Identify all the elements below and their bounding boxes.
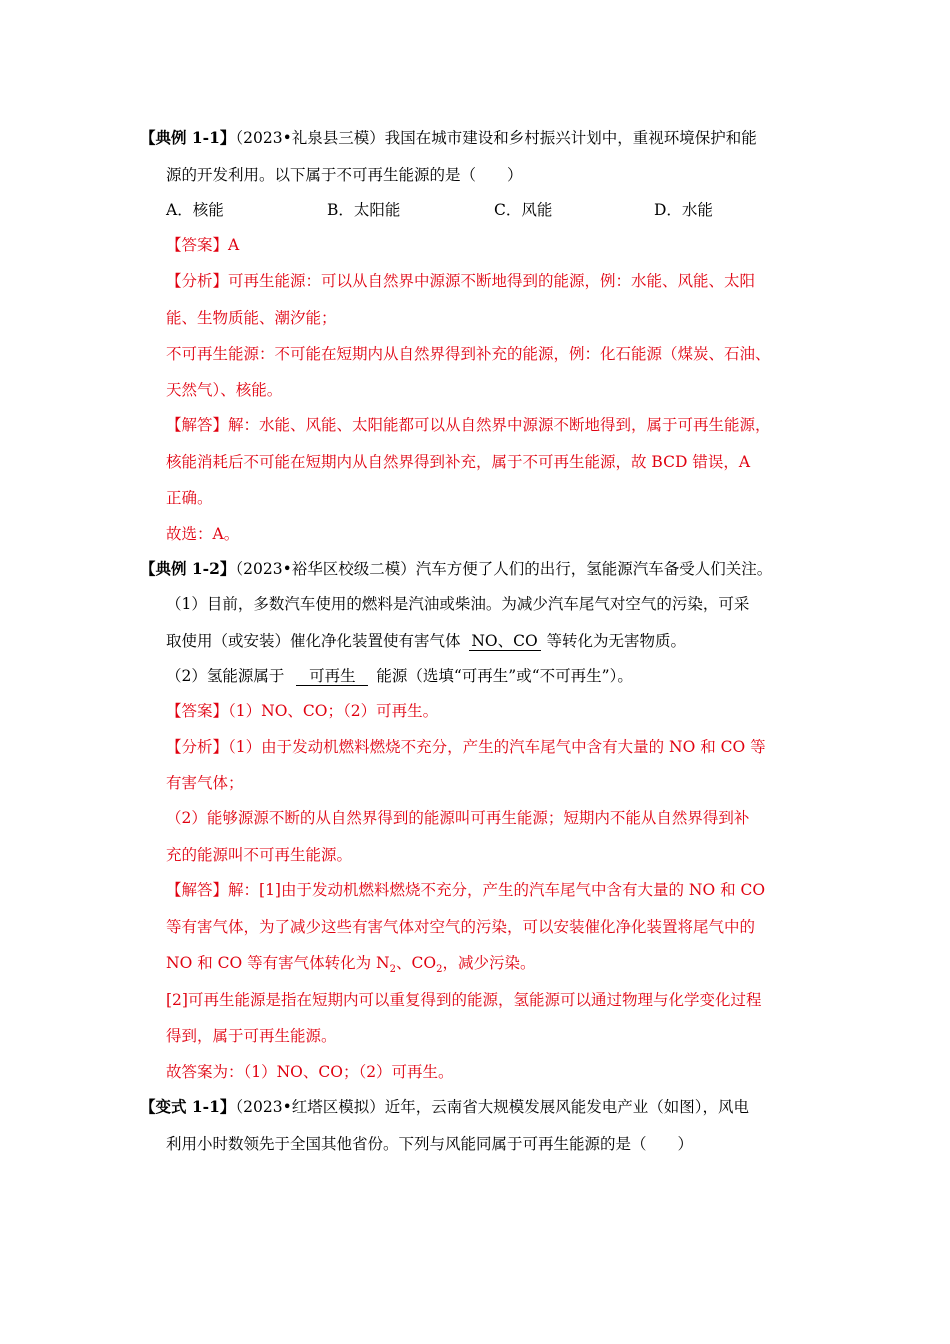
- example-1-1-stem-line2: 源的开发利用。以下属于不可再生能源的是（ ）: [166, 166, 523, 184]
- example-1-2-answer: 【答案】（1）NO、CO；（2）可再生。: [166, 702, 439, 720]
- answer-blank-1: NO、CO: [469, 632, 541, 651]
- example-1-1-analysis-line3: 不可再生能源：不可能在短期内从自然界得到补充的能源，例：化石能源（煤炭、石油、: [166, 345, 771, 363]
- example-1-2-stem: 【典例 1-2】（2023•裕华区校级二模）汽车方便了人们的出行，氢能源汽车备受人们关注。: [140, 559, 773, 578]
- example-1-2-solution-line1: 【解答】解：[1]由于发动机燃料燃烧不充分，产生的汽车尾气中含有大量的 NO 和 CO: [166, 881, 766, 899]
- example-1-1-answer: 【答案】A: [166, 236, 240, 254]
- example-1-2-solution-line5: 得到，属于可再生能源。: [166, 1027, 337, 1045]
- example-1-2-analysis-line3: （2）能够源源不断的从自然界得到的能源叫可再生能源；短期内不能从自然界得到补: [166, 809, 750, 827]
- variant-1-1-tag: 【变式 1-1】: [140, 1097, 236, 1116]
- example-1-2-analysis-line1: 【分析】（1）由于发动机燃料燃烧不充分，产生的汽车尾气中含有大量的 NO 和 CO 等: [166, 738, 766, 756]
- example-1-2-solution-line3: NO 和 CO 等有害气体转化为 $N_2$、$CO_2$，减少污染。: [166, 954, 536, 976]
- example-1-2-solution-line2: 等有害气体，为了减少这些有害气体对空气的污染，可以安装催化净化装置将尾气中的: [166, 918, 756, 936]
- example-1-2-tag: 【典例 1-2】: [140, 559, 236, 578]
- variant-1-1-stem-line2: 利用小时数领先于全国其他省份。下列与风能同属于可再生能源的是（ ）: [166, 1135, 694, 1153]
- example-1-1-choose: 故选：A。: [166, 525, 240, 543]
- answer-blank-2: 可再生: [296, 667, 368, 686]
- example-1-1-solution-line3: 正确。: [166, 489, 213, 507]
- example-1-2-analysis-line2: 有害气体；: [166, 774, 244, 792]
- example-1-1-analysis-line4: 天然气）、核能。: [166, 381, 283, 399]
- example-1-1-tag: 【典例 1-1】: [140, 128, 236, 147]
- example-1-2-solution-line4: [2]可再生能源是指在短期内可以重复得到的能源，氢能源可以通过物理与化学变化过程: [166, 991, 762, 1009]
- example-1-2-q1-line2: 取使用（或安装）催化净化装置使有害气体 NO、CO 等转化为无害物质。: [166, 632, 687, 650]
- example-1-1-analysis-line2: 能、生物质能、潮汐能；: [166, 309, 337, 327]
- option-d: D．水能: [654, 201, 713, 219]
- option-c: C．风能: [494, 201, 553, 219]
- example-1-2-q2: （2）氢能源属于 可再生 能源（选填“可再生”或“不可再生”）。: [166, 667, 633, 685]
- example-1-1-solution-line1: 【解答】解：水能、风能、太阳能都可以从自然界中源源不断地得到，属于可再生能源，: [166, 416, 771, 434]
- example-1-2-analysis-line4: 充的能源叫不可再生能源。: [166, 846, 353, 864]
- example-1-1-solution-line2: 核能消耗后不可能在短期内从自然界得到补充，属于不可再生能源，故 BCD 错误，A: [166, 453, 751, 471]
- option-b: B．太阳能: [327, 201, 401, 219]
- example-1-1-analysis-line1: 【分析】可再生能源：可以从自然界中源源不断地得到的能源，例：水能、风能、太阳: [166, 272, 756, 290]
- example-1-2-final-answer: 故答案为：（1）NO、CO；（2）可再生。: [166, 1063, 454, 1081]
- variant-1-1-stem-line1: 【变式 1-1】（2023•红塔区模拟）近年，云南省大规模发展风能发电产业（如图），风电: [140, 1097, 749, 1116]
- option-a: A．核能: [166, 201, 224, 219]
- example-1-1-stem-line1: 【典例 1-1】（2023•礼泉县三模）我国在城市建设和乡村振兴计划中，重视环境保护和能: [140, 128, 757, 147]
- example-1-2-q1-line1: （1）目前，多数汽车使用的燃料是汽油或柴油。为减少汽车尾气对空气的污染，可采: [166, 595, 750, 613]
